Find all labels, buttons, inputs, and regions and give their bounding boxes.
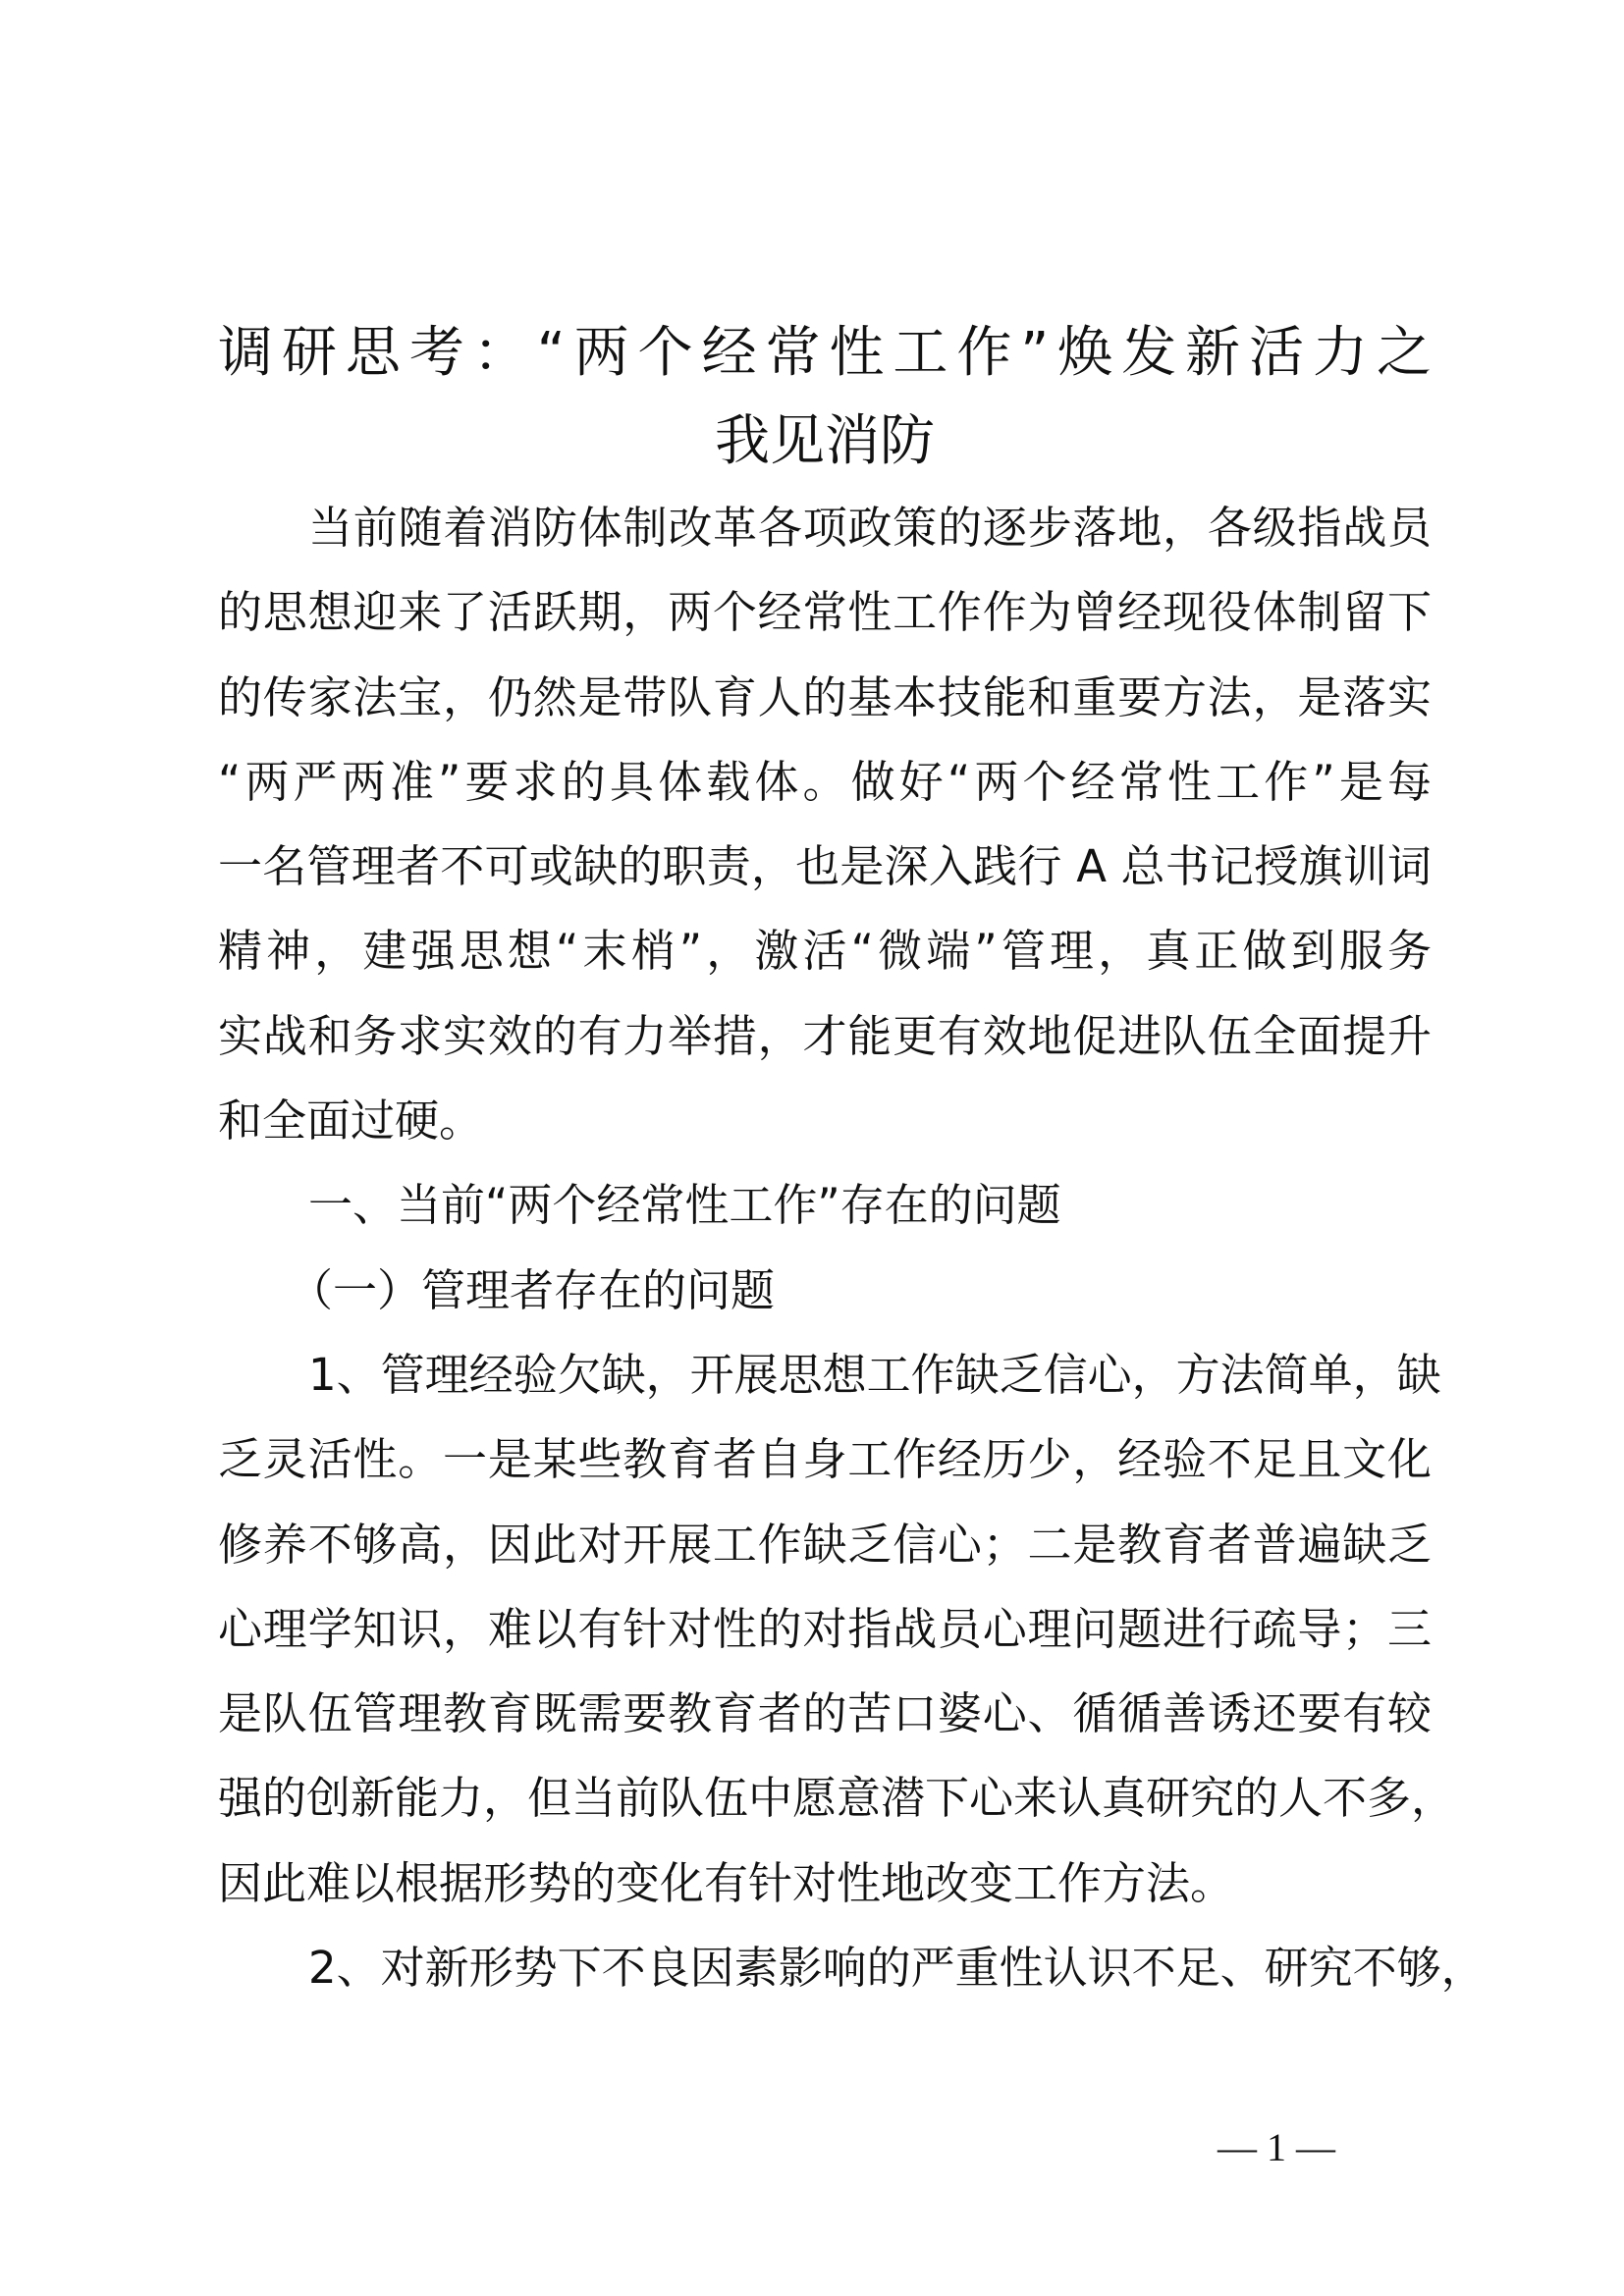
text-line: 修养不够高，因此对开展工作缺乏信心；二是教育者普遍缺乏 [218,1518,1432,1571]
text-line: 1、管理经验欠缺，开展思想工作缺乏信心，方法简单，缺 [308,1348,1441,1401]
text-line: 因此难以根据形势的变化有针对性地改变工作方法。 [218,1856,1235,1909]
text-line: 实战和务求实效的有力举措，才能更有效地促进队伍全面提升 [218,1009,1432,1062]
text-line: 一名管理者不可或缺的职责，也是深入践行 A 总书记授旗训词 [218,840,1432,893]
text-line: 和全面过硬。 [218,1095,484,1148]
title-line: 调研思考：“两个经常性工作”焕发新活力之 [218,321,1432,385]
text-line: 乏灵活性。一是某些教育者自身工作经历少，经验不足且文化 [218,1433,1432,1486]
point-2-paragraph: 2、对新形势下不良因素影响的严重性认识不足、研究不够， [308,1942,1486,1995]
text-line: 精神，建强思想“末梢”，激活“微端”管理，真正做到服务 [218,925,1432,978]
text-line: 是队伍管理教育既需要教育者的苦口婆心、循循善诱还要有较 [218,1687,1432,1740]
point-1-paragraph [218,1333,1456,1926]
section-heading: 一、当前“两个经常性工作”存在的问题 [308,1179,1061,1232]
intro-paragraph [218,486,1432,1163]
text-line: 心理学知识，难以有针对性的对指战员心理问题进行疏导；三 [218,1602,1432,1655]
page-number: — 1 — [1218,2125,1335,2169]
text-line: 当前随着消防体制改革各项政策的逐步落地，各级指战员 [308,502,1432,554]
text-line: “两严两准”要求的具体载体。做好“两个经常性工作”是每 [218,755,1432,808]
title-line: 我见消防 [715,409,935,473]
text-line: 的思想迎来了活跃期，两个经常性工作作为曾经现役体制留下 [218,586,1432,639]
document-body [218,486,1486,2010]
text-line: 强的创新能力，但当前队伍中愿意潜下心来认真研究的人不多， [218,1772,1456,1825]
text-line: 的传家法宝，仍然是带队育人的基本技能和重要方法，是落实 [218,670,1432,723]
document-title [218,309,1432,486]
subsection-heading: （一）管理者存在的问题 [289,1263,776,1316]
